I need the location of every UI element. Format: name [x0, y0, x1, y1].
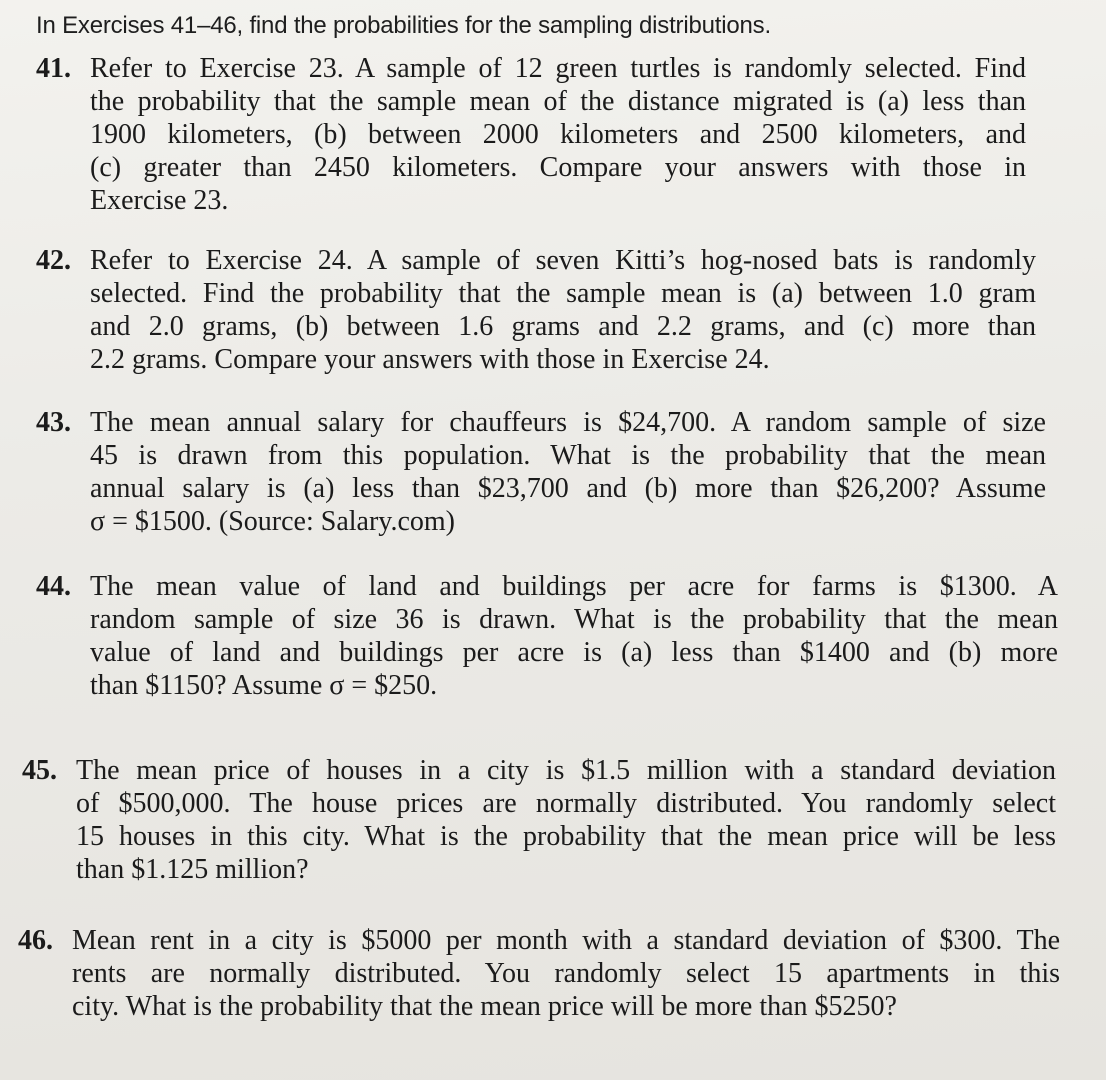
exercise-line: the probability that the sample mean of the distance migrated is (a) less than [90, 86, 1026, 117]
exercise-line: than $1150? Assume σ = $250. [90, 670, 438, 701]
exercise-line: than $1.125 million? [76, 854, 309, 885]
exercise-line: Refer to Exercise 24. A sample of seven Kitti’s hog-nosed bats is randomly [90, 245, 1036, 276]
exercise-text [90, 244, 1036, 376]
exercise-number: 46. [18, 925, 53, 956]
exercise-line: city. What is the probability that the mean price will be more than $5250? [72, 991, 897, 1022]
exercise-line: Mean rent in a city is $5000 per month with a standard deviation of $300. The [72, 925, 1060, 956]
exercise-number: 42. [36, 245, 71, 276]
exercise-line: 1900 kilometers, (b) between 2000 kilometers and 2500 kilometers, and [90, 119, 1026, 150]
exercise-line: value of land and buildings per acre is (a) less than $1400 and (b) more [90, 637, 1058, 668]
exercise-number: 43. [36, 407, 71, 438]
exercise-line: The mean annual salary for chauffeurs is $24,700. A random sample of size [90, 407, 1046, 438]
exercise-line: Refer to Exercise 23. A sample of 12 green turtles is randomly selected. Find [90, 53, 1026, 84]
exercise-text [90, 52, 1026, 217]
exercise-line: and 2.0 grams, (b) between 1.6 grams and 2.2 grams, and (c) more than [90, 311, 1036, 342]
exercise-line: The mean price of houses in a city is $1.5 million with a standard deviation [76, 755, 1056, 786]
exercise-number: 41. [36, 53, 71, 84]
exercise-line: random sample of size 36 is drawn. What is the probability that the mean [90, 604, 1058, 635]
exercise-line: of $500,000. The house prices are normally distributed. You randomly select [76, 788, 1056, 819]
exercise-text [90, 406, 1046, 538]
exercise-line: annual salary is (a) less than $23,700 and (b) more than $26,200? Assume [90, 473, 1046, 504]
exercise-line: rents are normally distributed. You randomly select 15 apartments in this [72, 958, 1060, 989]
exercise-line: Exercise 23. [90, 185, 229, 216]
exercise-line: The mean value of land and buildings per acre for farms is $1300. A [90, 571, 1058, 602]
exercise-line: (c) greater than 2450 kilometers. Compare your answers with those in [90, 152, 1026, 183]
exercise-line: σ = $1500. (Source: Salary.com) [90, 506, 455, 537]
exercise-text [76, 754, 1056, 886]
exercise-line: selected. Find the probability that the sample mean is (a) between 1.0 gram [90, 278, 1036, 309]
exercise-line: 45 is drawn from this population. What is the probability that the mean [90, 440, 1046, 471]
exercise-line: 2.2 grams. Compare your answers with those in Exercise 24. [90, 344, 770, 375]
exercise-number: 45. [22, 755, 57, 786]
exercise-text [90, 570, 1058, 702]
exercise-line: 15 houses in this city. What is the probability that the mean price will be less [76, 821, 1056, 852]
exercise-number: 44. [36, 571, 71, 602]
section-header: In Exercises 41–46, find the probabilities for the sampling distributions. [36, 12, 771, 39]
exercise-text [72, 924, 1060, 1023]
